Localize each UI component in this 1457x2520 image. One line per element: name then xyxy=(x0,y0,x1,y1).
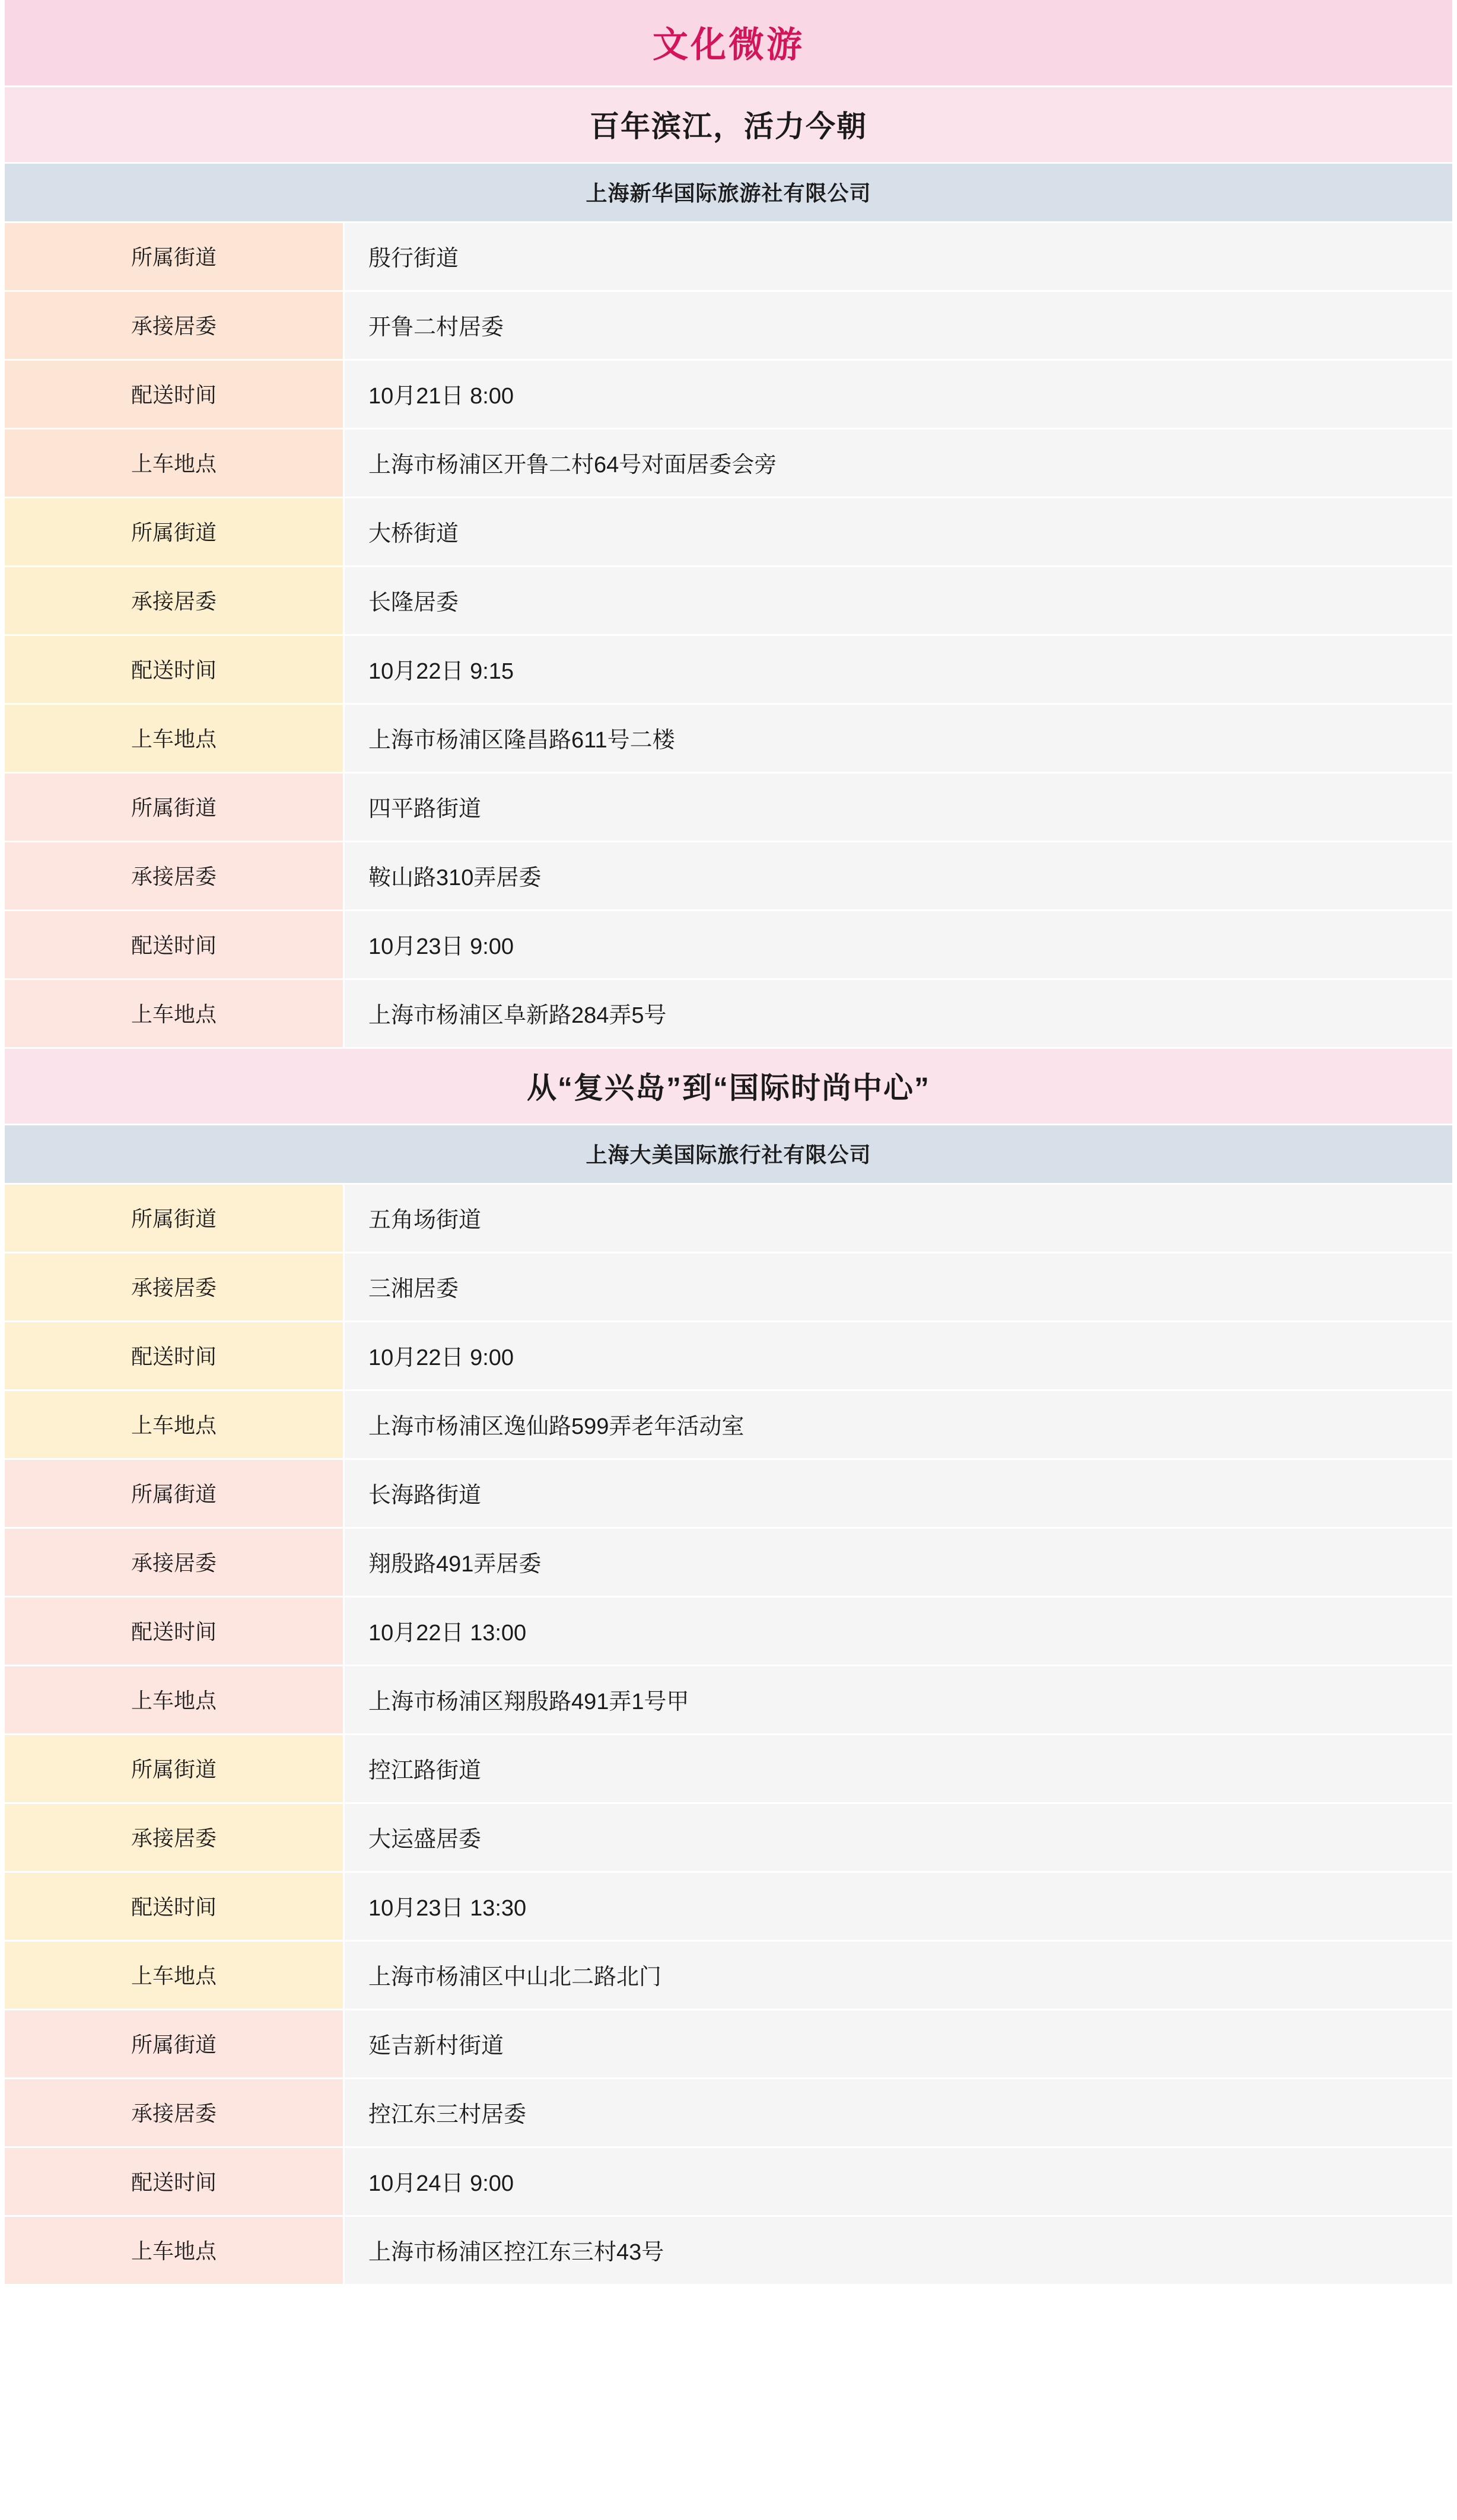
section-agency: 上海新华国际旅游社有限公司 xyxy=(5,164,1452,223)
row-value-pickup: 上海市杨浦区翔殷路491弄1号甲 xyxy=(344,1666,1453,1735)
table-row xyxy=(5,1528,1452,1597)
row-label-committee: 承接居委 xyxy=(5,842,344,911)
row-value-time: 10月21日 8:00 xyxy=(344,360,1453,429)
table-row xyxy=(5,2010,1452,2079)
table-row xyxy=(5,360,1452,429)
row-label-time: 配送时间 xyxy=(5,1872,344,1941)
row-value-street: 延吉新村街道 xyxy=(344,2010,1453,2079)
row-value-time: 10月24日 9:00 xyxy=(344,2147,1453,2216)
table-row xyxy=(5,223,1452,291)
table-row xyxy=(5,911,1452,979)
table-row xyxy=(5,291,1452,360)
row-label-time: 配送时间 xyxy=(5,911,344,979)
section-title: 百年滨江，活力今朝 xyxy=(5,87,1452,164)
row-value-time: 10月23日 9:00 xyxy=(344,911,1453,979)
row-value-pickup: 上海市杨浦区开鲁二村64号对面居委会旁 xyxy=(344,429,1453,498)
table-row xyxy=(5,567,1452,635)
table-row xyxy=(5,842,1452,911)
row-value-committee: 三湘居委 xyxy=(344,1253,1453,1322)
row-value-committee: 鞍山路310弄居委 xyxy=(344,842,1453,911)
row-label-time: 配送时间 xyxy=(5,635,344,704)
table-row xyxy=(5,2079,1452,2147)
row-label-street: 所属街道 xyxy=(5,773,344,842)
table-row xyxy=(5,1735,1452,1803)
row-value-committee: 翔殷路491弄居委 xyxy=(344,1528,1453,1597)
row-label-street: 所属街道 xyxy=(5,498,344,567)
row-label-street: 所属街道 xyxy=(5,223,344,291)
table-row xyxy=(5,704,1452,773)
row-label-pickup: 上车地点 xyxy=(5,1941,344,2010)
row-value-committee: 大运盛居委 xyxy=(344,1803,1453,1872)
row-value-time: 10月23日 13:30 xyxy=(344,1872,1453,1941)
row-label-pickup: 上车地点 xyxy=(5,979,344,1048)
row-label-time: 配送时间 xyxy=(5,1322,344,1391)
row-value-street: 四平路街道 xyxy=(344,773,1453,842)
row-label-street: 所属街道 xyxy=(5,2010,344,2079)
table-row xyxy=(5,1597,1452,1666)
row-value-time: 10月22日 13:00 xyxy=(344,1597,1453,1666)
row-label-pickup: 上车地点 xyxy=(5,429,344,498)
table-row xyxy=(5,1666,1452,1735)
row-label-street: 所属街道 xyxy=(5,1735,344,1803)
table-row xyxy=(5,773,1452,842)
row-label-time: 配送时间 xyxy=(5,2147,344,2216)
row-label-street: 所属街道 xyxy=(5,1459,344,1528)
table-row xyxy=(5,1459,1452,1528)
row-value-street: 长海路街道 xyxy=(344,1459,1453,1528)
row-value-street: 控江路街道 xyxy=(344,1735,1453,1803)
row-value-time: 10月22日 9:15 xyxy=(344,635,1453,704)
row-label-committee: 承接居委 xyxy=(5,291,344,360)
row-value-street: 大桥街道 xyxy=(344,498,1453,567)
table-row xyxy=(5,635,1452,704)
row-label-time: 配送时间 xyxy=(5,1597,344,1666)
row-value-time: 10月22日 9:00 xyxy=(344,1322,1453,1391)
table-row xyxy=(5,1185,1452,1253)
row-value-pickup: 上海市杨浦区隆昌路611号二楼 xyxy=(344,704,1453,773)
row-label-committee: 承接居委 xyxy=(5,567,344,635)
row-label-pickup: 上车地点 xyxy=(5,1391,344,1459)
table-row xyxy=(5,2216,1452,2285)
section-title: 从“复兴岛”到“国际时尚中心” xyxy=(5,1049,1452,1125)
row-label-pickup: 上车地点 xyxy=(5,2216,344,2285)
row-value-pickup: 上海市杨浦区控江东三村43号 xyxy=(344,2216,1453,2285)
table-row xyxy=(5,1391,1452,1459)
row-value-committee: 开鲁二村居委 xyxy=(344,291,1453,360)
row-label-street: 所属街道 xyxy=(5,1185,344,1253)
table-row xyxy=(5,979,1452,1048)
row-label-pickup: 上车地点 xyxy=(5,1666,344,1735)
table-row xyxy=(5,1803,1452,1872)
row-label-committee: 承接居委 xyxy=(5,2079,344,2147)
row-label-time: 配送时间 xyxy=(5,360,344,429)
row-value-street: 五角场街道 xyxy=(344,1185,1453,1253)
table-row xyxy=(5,498,1452,567)
table-row xyxy=(5,1872,1452,1941)
row-value-committee: 控江东三村居委 xyxy=(344,2079,1453,2147)
row-value-pickup: 上海市杨浦区逸仙路599弄老年活动室 xyxy=(344,1391,1453,1459)
row-label-committee: 承接居委 xyxy=(5,1528,344,1597)
table-row xyxy=(5,1253,1452,1322)
row-label-committee: 承接居委 xyxy=(5,1253,344,1322)
page-title: 文化微游 xyxy=(5,0,1452,87)
row-value-committee: 长隆居委 xyxy=(344,567,1453,635)
row-value-pickup: 上海市杨浦区阜新路284弄5号 xyxy=(344,979,1453,1048)
row-value-pickup: 上海市杨浦区中山北二路北门 xyxy=(344,1941,1453,2010)
section-agency: 上海大美国际旅行社有限公司 xyxy=(5,1125,1452,1185)
table-row xyxy=(5,1322,1452,1391)
table-row xyxy=(5,429,1452,498)
schedule-table xyxy=(5,223,1452,1049)
row-label-pickup: 上车地点 xyxy=(5,704,344,773)
row-label-committee: 承接居委 xyxy=(5,1803,344,1872)
row-value-street: 殷行街道 xyxy=(344,223,1453,291)
table-row xyxy=(5,1941,1452,2010)
table-row xyxy=(5,2147,1452,2216)
schedule-table xyxy=(5,1185,1452,2286)
